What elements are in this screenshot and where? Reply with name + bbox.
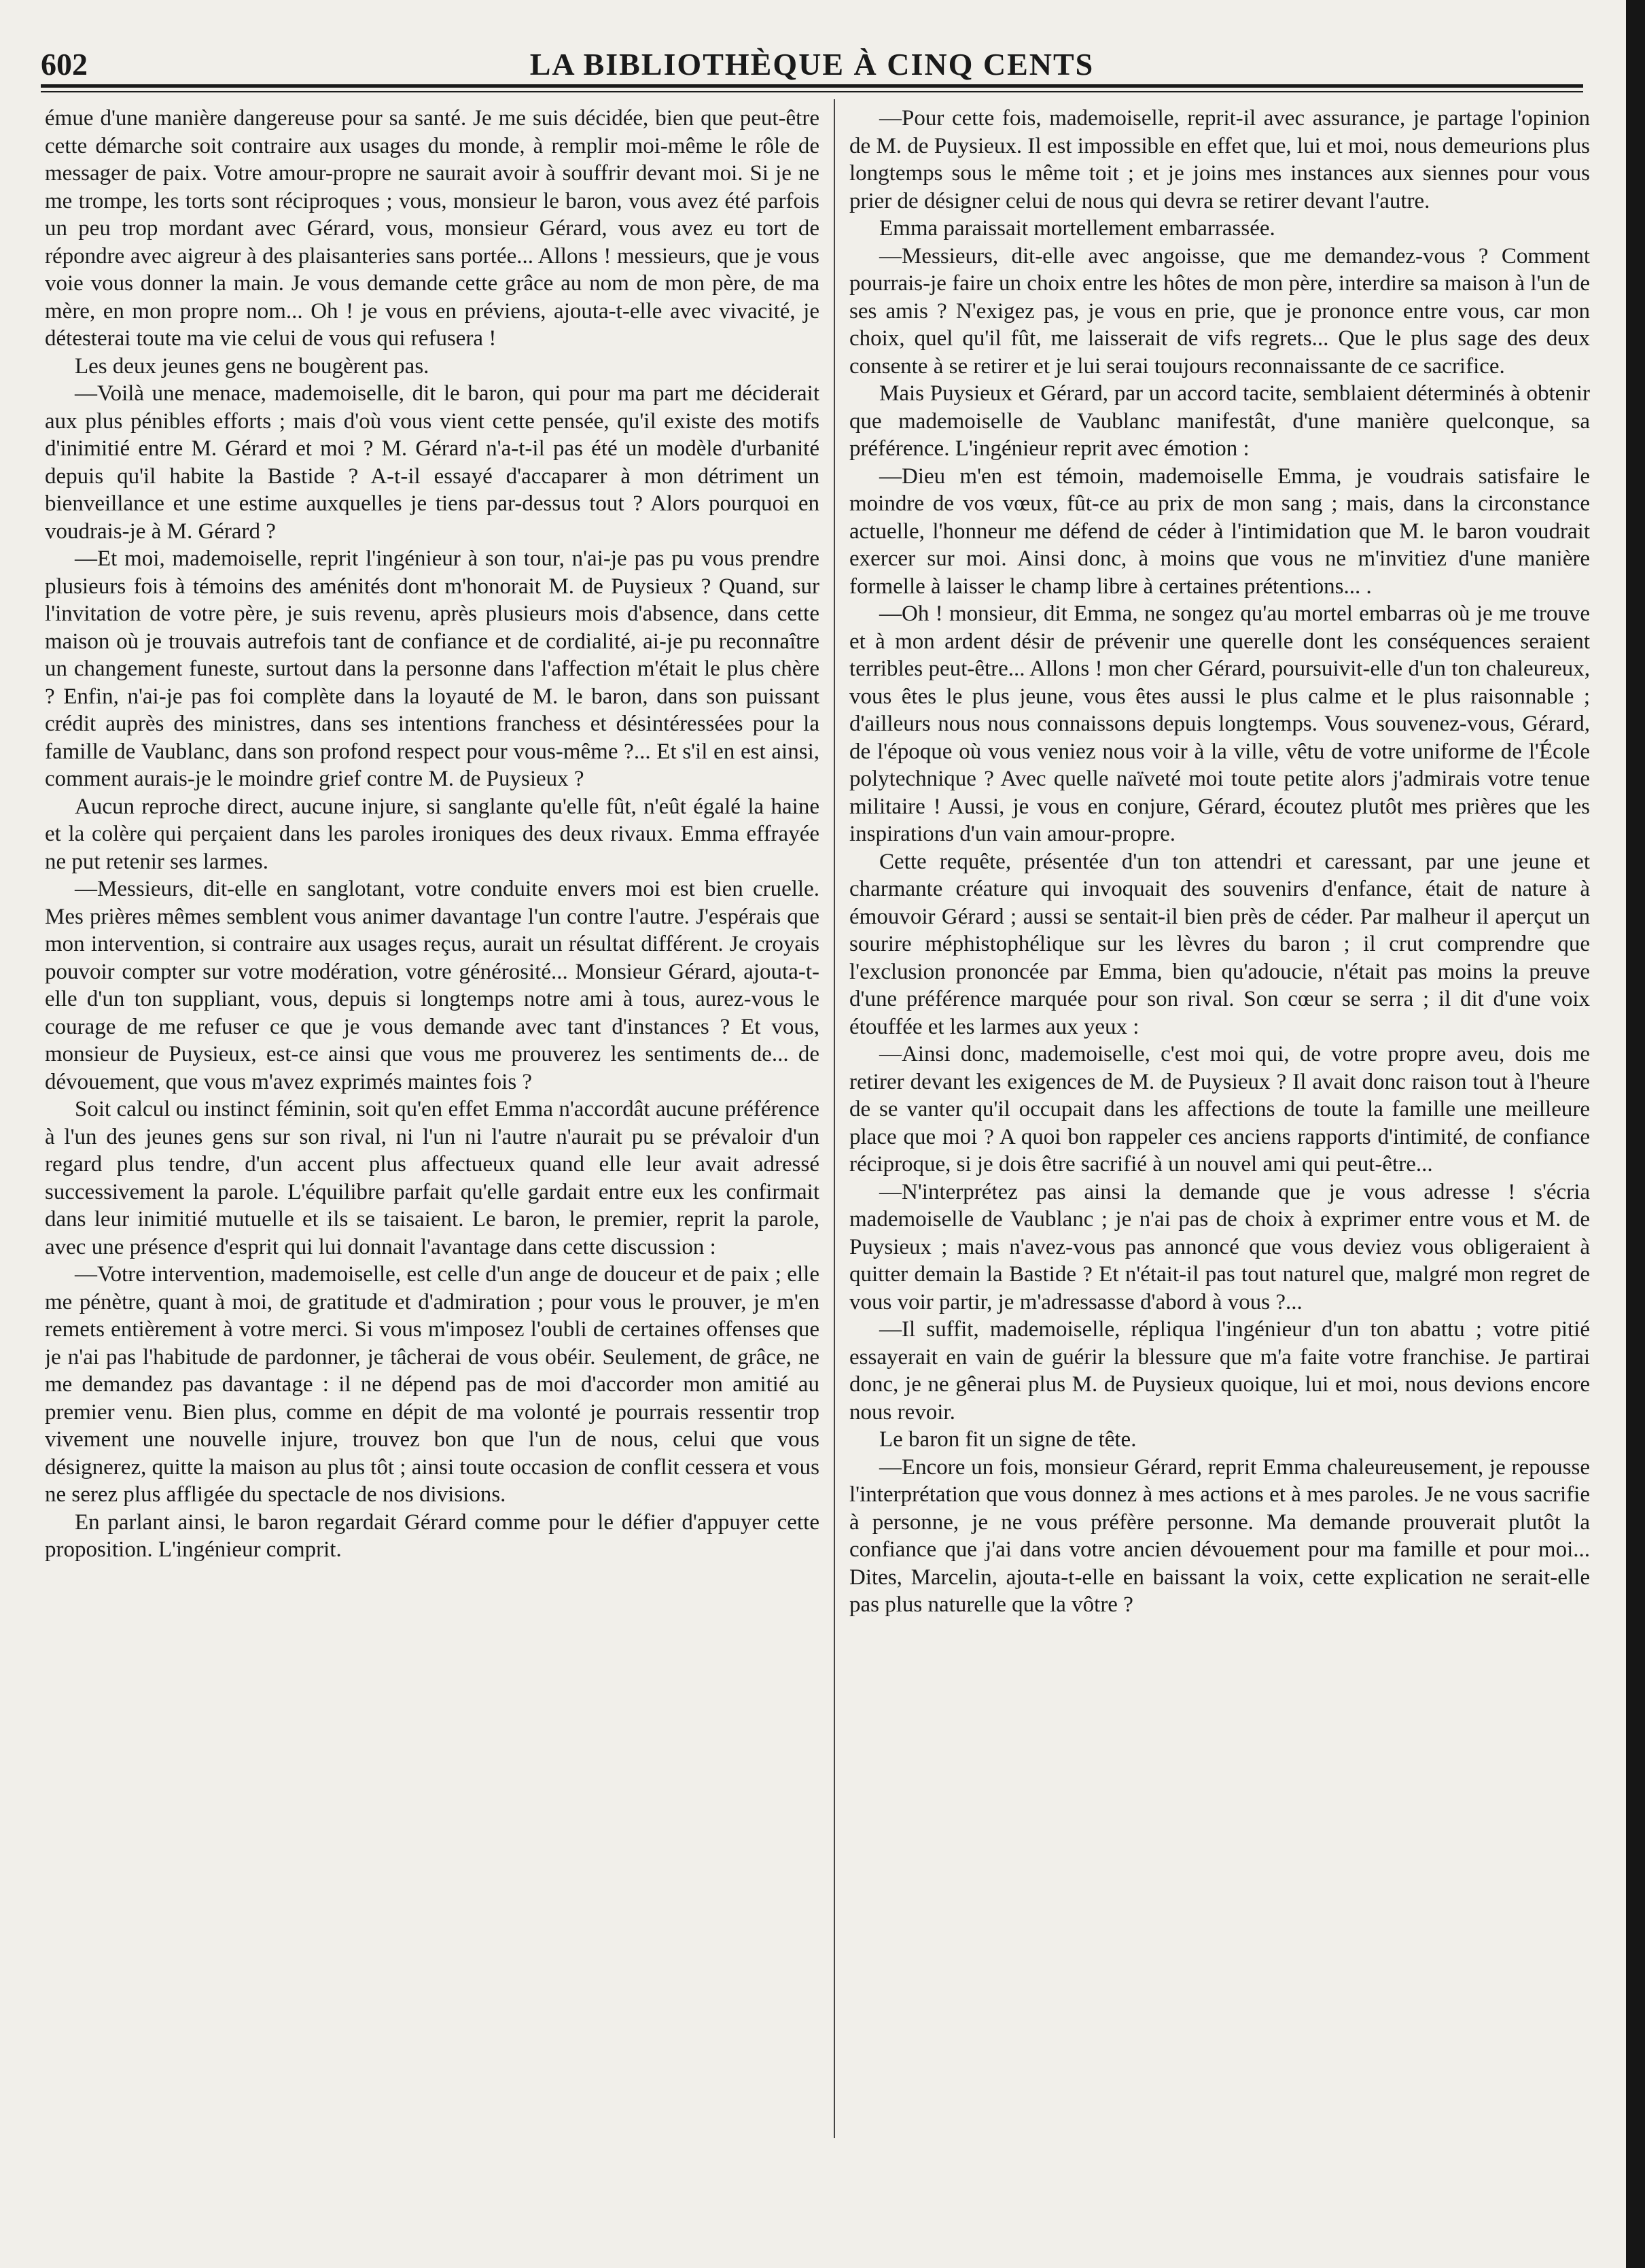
paragraph: En parlant ainsi, le baron regardait Gérard comme pour le défier d'appuyer cette proposition. L'ingénieur comprit. bbox=[45, 1510, 819, 1562]
paragraph: —Oh ! monsieur, dit Emma, ne songez qu'au mortel embarras où je me trouve et à mon ardent désir de prévenir une querelle dont les conséquences seraient terribles peut-être... Allons ! mon cher Gérard, poursuivit-elle d'un ton chaleureux, vous êtes le plus jeune, vous êtes aussi le plus calme et le plus raisonnable ; d'ailleurs nous nous connaissons depuis longtemps. Vous souvenez-vous, Gérard, de l'époque où vous veniez nous voir à la ville, vêtu de votre uniforme de l'École polytechnique ? Avec quelle naïveté moi toute petite alors j'admirais votre tenue militaire ! Aussi, je vous en conjure, Gérard, écoutez plutôt mes prières que les inspirations d'un vain amour-propre. bbox=[849, 601, 1590, 846]
right-column bbox=[849, 105, 1590, 2225]
paragraph: —Ainsi donc, mademoiselle, c'est moi qui, de votre propre aveu, dois me retirer devant les exigences de M. de Puysieux ? Il avait donc raison tout à l'heure de se vanter qu'il occupait dans les affections de toute la famille une meilleure place que moi ? A quoi bon rappeler ces anciens rapports d'intimité, de confiance réciproque, si je dois être sacrifié à un nouvel ami qui peut-être... bbox=[849, 1042, 1590, 1176]
paragraph: Cette requête, présentée d'un ton attendri et caressant, par une jeune et charmante créature qui invoquait des souvenirs d'enfance, était de nature à émouvoir Gérard ; aussi se sentait-il bien près de céder. Par malheur il aperçut un sourire méphistophélique sur les lèvres du baron ; il crut comprendre que l'exclusion prononcée par Emma, bien qu'adoucie, n'était pas moins la preuve d'une préférence marquée pour son rival. Son cœur se serra ; il dit d'une voix étouffée et les larmes aux yeux : bbox=[849, 849, 1590, 1039]
paragraph: émue d'une manière dangereuse pour sa santé. Je me suis décidée, bien que peut-être cette démarche soit contraire aux usages du monde, à remplir moi-même le rôle de messager de paix. Votre amour-propre ne saurait avoir à souffrir devant moi. Si je ne me trompe, les torts sont réciproques ; vous, monsieur le baron, vous avez été parfois un peu trop mordant avec Gérard, vous, monsieur Gérard, vous avez eu tort de répondre avec aigreur à des plaisanteries sans portée... Allons ! messieurs, que je vous voie vous donner la main. Je vous demande cette grâce au nom de mon père, de ma mère, en mon propre nom... Oh ! je vous en préviens, ajouta-t-elle avec vivacité, je détesterai toute ma vie celui de vous qui refusera ! bbox=[45, 106, 819, 351]
paragraph: —Encore un fois, monsieur Gérard, reprit Emma chaleureusement, je repousse l'interprétation que vous donnez à mes actions et à mes paroles. Je ne vous sacrifie à personne, je ne vous préfère personne. Ma demande prouverait plutôt la confiance que j'ai dans votre ancien dévouement pour ma famille et pour moi... Dites, Marcelin, ajouta-t-elle en baissant la voix, cette explication ne serait-elle pas plus naturelle que la vôtre ? bbox=[849, 1454, 1590, 1617]
scan-edge-shadow bbox=[1626, 0, 1645, 2268]
paragraph: —N'interprétez pas ainsi la demande que je vous adresse ! s'écria mademoiselle de Vaublanc ; je n'ai pas de choix à exprimer entre vous et M. de Puysieux ; mais n'avez-vous pas annoncé que vous deviez vous obligeraient à quitter demain la Bastide ? Et n'était-il pas tout naturel que, malgré mon regret de vous voir partir, je m'adressasse d'abord à vous ?... bbox=[849, 1179, 1590, 1314]
header-rule-thick bbox=[41, 84, 1583, 88]
paragraph: Soit calcul ou instinct féminin, soit qu'en effet Emma n'accordât aucune préférence à l'un des jeunes gens sur son rival, ni l'un ni l'autre n'aurait pu se prévaloir d'un regard plus tendre, d'un accent plus affectueux quand elle leur avait adressé successivement la parole. L'équilibre parfait qu'elle gardait entre eux les confirmait dans leur inimitié mutuelle et ils se taisaient. Le baron, le premier, reprit la parole, avec une présence d'esprit qui lui donnait l'avantage dans cette discussion : bbox=[45, 1097, 819, 1259]
page-header bbox=[41, 43, 1583, 87]
paragraph: —Votre intervention, mademoiselle, est celle d'un ange de douceur et de paix ; elle me pénètre, quant à moi, de gratitude et d'admiration ; pour vous le prouver, je m'en remets entièrement à votre merci. Si vous m'imposez l'oubli de certaines offenses que je n'ai pas l'habitude de pardonner, je tâcherai de vous obéir. Seulement, de grâce, ne me demandez pas davantage : il ne dépend pas de moi d'accorder mon amitié au premier venu. Bien plus, comme en dépit de ma volonté je pourrais ressentir trop vivement une nouvelle injure, trouvez bon que l'un de nous, celui que vous désignerez, quitte la maison au plus tôt ; ainsi toute occasion de conflit cessera et vous ne serez plus affligée du spectacle de nos divisions. bbox=[45, 1262, 819, 1507]
paragraph: —Il suffit, mademoiselle, répliqua l'ingénieur d'un ton abattu ; votre pitié essayerait en vain de guérir la blessure que m'a faite votre franchise. Je partirai donc, je ne gênerai plus M. de Puysieux quoique, lui et moi, nous devions encore nous revoir. bbox=[849, 1317, 1590, 1425]
paragraph: —Messieurs, dit-elle en sanglotant, votre conduite envers moi est bien cruelle. Mes prières mêmes semblent vous animer davantage l'un contre l'autre. J'espérais que mon intervention, si contraire aux usages reçus, aurait un résultat différent. Je croyais pouvoir compter sur votre modération, votre générosité... Monsieur Gérard, ajouta-t-elle d'un ton suppliant, vous, depuis si longtemps notre ami à tous, aurez-vous le courage de me refuser ce que je vous demande avec tant d'instances ? Et vous, monsieur de Puysieux, est-ce ainsi que vous me prouverez les sentiments de... de dévouement, que vous m'avez exprimés maintes fois ? bbox=[45, 877, 819, 1094]
paragraph: Emma paraissait mortellement embarrassée. bbox=[879, 216, 1275, 241]
paragraph: Les deux jeunes gens ne bougèrent pas. bbox=[75, 353, 429, 379]
header-rule-thin bbox=[41, 91, 1583, 92]
paragraph: Le baron fit un signe de tête. bbox=[879, 1427, 1137, 1452]
column-divider bbox=[834, 99, 835, 2138]
paragraph: —Dieu m'en est témoin, mademoiselle Emma, je voudrais satisfaire le moindre de vos vœux, fût-ce au prix de mon sang ; mais, dans la circonstance actuelle, l'honneur me défend de céder à l'intimidation que M. le baron voudrait exercer sur moi. Ainsi donc, à moins que vous ne m'invitiez d'une manière formelle à laisser le champ libre à certaines prétentions... . bbox=[849, 464, 1590, 599]
paragraph: Aucun reproche direct, aucune injure, si sanglante qu'elle fût, n'eût égalé la haine et la colère qui perçaient dans les paroles ironiques des deux rivaux. Emma effrayée ne put retenir ses larmes. bbox=[45, 794, 819, 874]
paragraph: Mais Puysieux et Gérard, par un accord tacite, semblaient déterminés à obtenir que mademoiselle de Vaublanc manifestât, d'une manière quelconque, sa préférence. L'ingénieur reprit avec émotion : bbox=[849, 381, 1590, 461]
paragraph: —Voilà une menace, mademoiselle, dit le baron, qui pour ma part me déciderait aux plus pénibles efforts ; mais d'où vous vient cette pensée, qu'il existe des motifs d'inimitié entre M. Gérard et moi ? M. Gérard n'a-t-il pas été un modèle d'urbanité depuis qu'il habite la Bastide ? A-t-il essayé d'accaparer à mon détriment un bienveillance et une estime auxquelles je tiens par-dessus tout ? Alors pourquoi en voudrais-je à M. Gérard ? bbox=[45, 381, 819, 544]
paragraph: —Pour cette fois, mademoiselle, reprit-il avec assurance, je partage l'opinion de M. de Puysieux. Il est impossible en effet que, lui et moi, nous demeurions plus longtemps sous le même toit ; et je joins mes instances aux siennes pour vous prier de désigner celui de nous qui devra se retirer devant l'autre. bbox=[849, 106, 1590, 213]
page-number: 602 bbox=[41, 47, 88, 82]
paragraph: —Et moi, mademoiselle, reprit l'ingénieur à son tour, n'ai-je pas pu vous prendre plusieurs fois à témoins des aménités dont m'honorait M. de Puysieux ? Quand, sur l'invitation de votre père, je suis revenu, après plusieurs mois d'absence, dans cette maison où je trouvais autrefois tant de confiance et de cordialité, ai-je pu reconnaître un changement funeste, surtout dans la personne dans l'affection m'était le plus chère ? Enfin, n'ai-je pas foi complète dans la loyauté de M. le baron, dans son puissant crédit auprès des ministres, dans ses intentions franchess et désintéressées pour la famille de Vaublanc, dans son profond respect pour vous-même ?... Et s'il en est ainsi, comment aurais-je le moindre grief contre M. de Puysieux ? bbox=[45, 546, 819, 791]
paragraph: —Messieurs, dit-elle avec angoisse, que me demandez-vous ? Comment pourrais-je faire un choix entre les hôtes de mon père, interdire sa maison à l'un de ses amis ? N'exigez pas, je vous en prie, que je prononce entre vous, car mon choix, quel qu'il fût, me laisserait de vifs regrets... Que le plus sage des deux consente à se retirer et je lui serai toujours reconnaissante de ce sacrifice. bbox=[849, 243, 1590, 379]
running-title: LA BIBLIOTHÈQUE À CINQ CENTS bbox=[529, 47, 1095, 82]
left-column bbox=[45, 105, 819, 2225]
